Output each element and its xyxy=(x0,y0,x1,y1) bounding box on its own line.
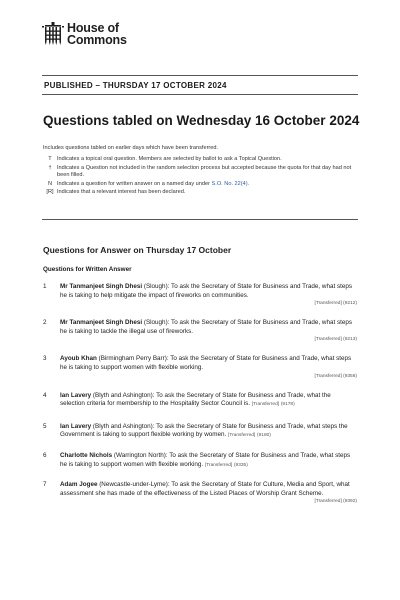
question-list xyxy=(43,283,357,506)
transferred-tag: [Transferred] xyxy=(204,462,233,468)
intro-text: Includes questions tabled on earlier days which have been transferred. xyxy=(43,145,219,151)
transferred-tag: [Transferred] xyxy=(314,301,342,307)
page-title: Questions tabled on Wednesday 16 October 2024 xyxy=(43,113,360,128)
question-item xyxy=(43,423,357,441)
constituency: (Blyth and Ashington): xyxy=(91,422,157,430)
logo-wordmark xyxy=(67,22,127,46)
question-number: 2 xyxy=(43,319,47,327)
transferred-tag: [Transferred] xyxy=(314,337,342,343)
logo-line-1: House of xyxy=(67,21,119,35)
constituency: (Blyth and Ashington): xyxy=(91,391,157,399)
question-number: 6 xyxy=(43,451,47,459)
portcullis-icon xyxy=(42,22,64,46)
constituency: (Slough): xyxy=(142,319,172,327)
constituency: (Slough): xyxy=(142,283,172,290)
member-name: Charlotte Nichols xyxy=(60,451,113,459)
member-name: Mr Tanmanjeet Singh Dhesi xyxy=(60,319,143,327)
transferred-tag: [Transferred] xyxy=(228,433,256,439)
constituency: (Birmingham Perry Barr): xyxy=(96,355,171,363)
question-text: To ask the Secretary of State for Business and Trade, what steps the Government is taking to support flexible working by women. xyxy=(60,422,348,439)
constituency: (Warrington North): xyxy=(112,451,170,459)
legend-item xyxy=(43,165,353,180)
question-text: To ask the Secretary of State for Business and Trade, what the selection criteria for membership to the Hospitality Sector Council is. xyxy=(60,391,331,408)
constituency: (Newcastle-under-Lyme): xyxy=(97,481,172,489)
question-number: 3 xyxy=(43,355,47,363)
written-answer-heading: Questions for Written Answer xyxy=(43,266,132,273)
question-text: To ask the Secretary of State for Business and Trade, what steps he is taking to help mitigate the impact of fireworks on communities. xyxy=(60,283,353,299)
legend-item xyxy=(43,156,353,164)
question-ref: (9213) xyxy=(343,337,357,343)
question-item xyxy=(43,481,357,506)
question-number: 7 xyxy=(43,481,47,489)
question-ref: (9335) xyxy=(233,462,248,468)
member-name: Ayoub Khan xyxy=(60,355,97,363)
legend-item xyxy=(43,189,353,197)
question-ref: (9392) xyxy=(343,499,357,505)
question-number: 5 xyxy=(43,422,47,430)
logo-line-2: Commons xyxy=(67,32,127,47)
question-text: To ask the Secretary of State for Culture, Media and Sport, what assessment she has made of the effectiveness of the Listed Places of Worship Grant Scheme. xyxy=(60,481,350,497)
answer-day-heading: Questions for Answer on Thursday 17 October xyxy=(43,245,232,255)
section-rule xyxy=(42,219,358,220)
question-item xyxy=(43,319,357,344)
published-date: PUBLISHED – THURSDAY 17 OCTOBER 2024 xyxy=(44,81,227,90)
question-item xyxy=(43,355,357,380)
legend-symbol: N xyxy=(47,180,53,187)
question-ref: (9358) xyxy=(343,373,357,379)
question-item xyxy=(43,283,357,308)
legend-text: Indicates that a relevant interest has been declared. xyxy=(57,189,186,196)
top-rule xyxy=(42,75,358,76)
transferred-tag: [Transferred] xyxy=(314,499,342,505)
question-number: 4 xyxy=(43,391,47,399)
question-ref: (9180) xyxy=(257,433,271,439)
question-text: To ask the Secretary of State for Business and Trade, what steps he is taking to support women with flexible working. xyxy=(60,355,352,371)
legend-text: Indicates a topical oral question. Members are selected by ballot to ask a Topical Question. xyxy=(57,156,282,162)
member-name: Ian Lavery xyxy=(60,422,92,430)
legend-text: Indicates a question for written answer on a named day under xyxy=(57,180,212,187)
question-text: To ask the Secretary of State for Business and Trade, what steps he is taking to support women with flexible working. xyxy=(60,451,351,468)
member-name: Ian Lavery xyxy=(60,391,92,399)
member-name: Mr Tanmanjeet Singh Dhesi xyxy=(60,283,143,290)
transferred-tag: [Transferred] xyxy=(251,402,280,408)
legend-symbol: † xyxy=(48,164,52,171)
house-of-commons-logo xyxy=(42,22,127,46)
legend-text: Indicates a Question not included in the random selection process but accepted because the quota for that day had not been filled. xyxy=(57,164,352,179)
member-name: Adam Jogee xyxy=(60,481,98,489)
symbol-legend xyxy=(43,156,353,198)
legend-symbol: T xyxy=(48,156,52,162)
question-item xyxy=(43,392,357,410)
header-bottom-rule xyxy=(42,94,358,95)
question-ref: (9212) xyxy=(343,301,357,307)
legend-symbol: [R] xyxy=(46,189,54,196)
question-text: To ask the Secretary of State for Business and Trade, what steps he is taking to tackle the illegal use of fireworks. xyxy=(60,319,353,335)
question-ref: (9178) xyxy=(280,402,295,408)
standing-order-link[interactable]: S.O. No. 22(4). xyxy=(211,180,250,187)
legend-item xyxy=(43,181,353,189)
question-item xyxy=(43,452,357,470)
question-number: 1 xyxy=(43,283,47,290)
transferred-tag: [Transferred] xyxy=(314,373,342,379)
